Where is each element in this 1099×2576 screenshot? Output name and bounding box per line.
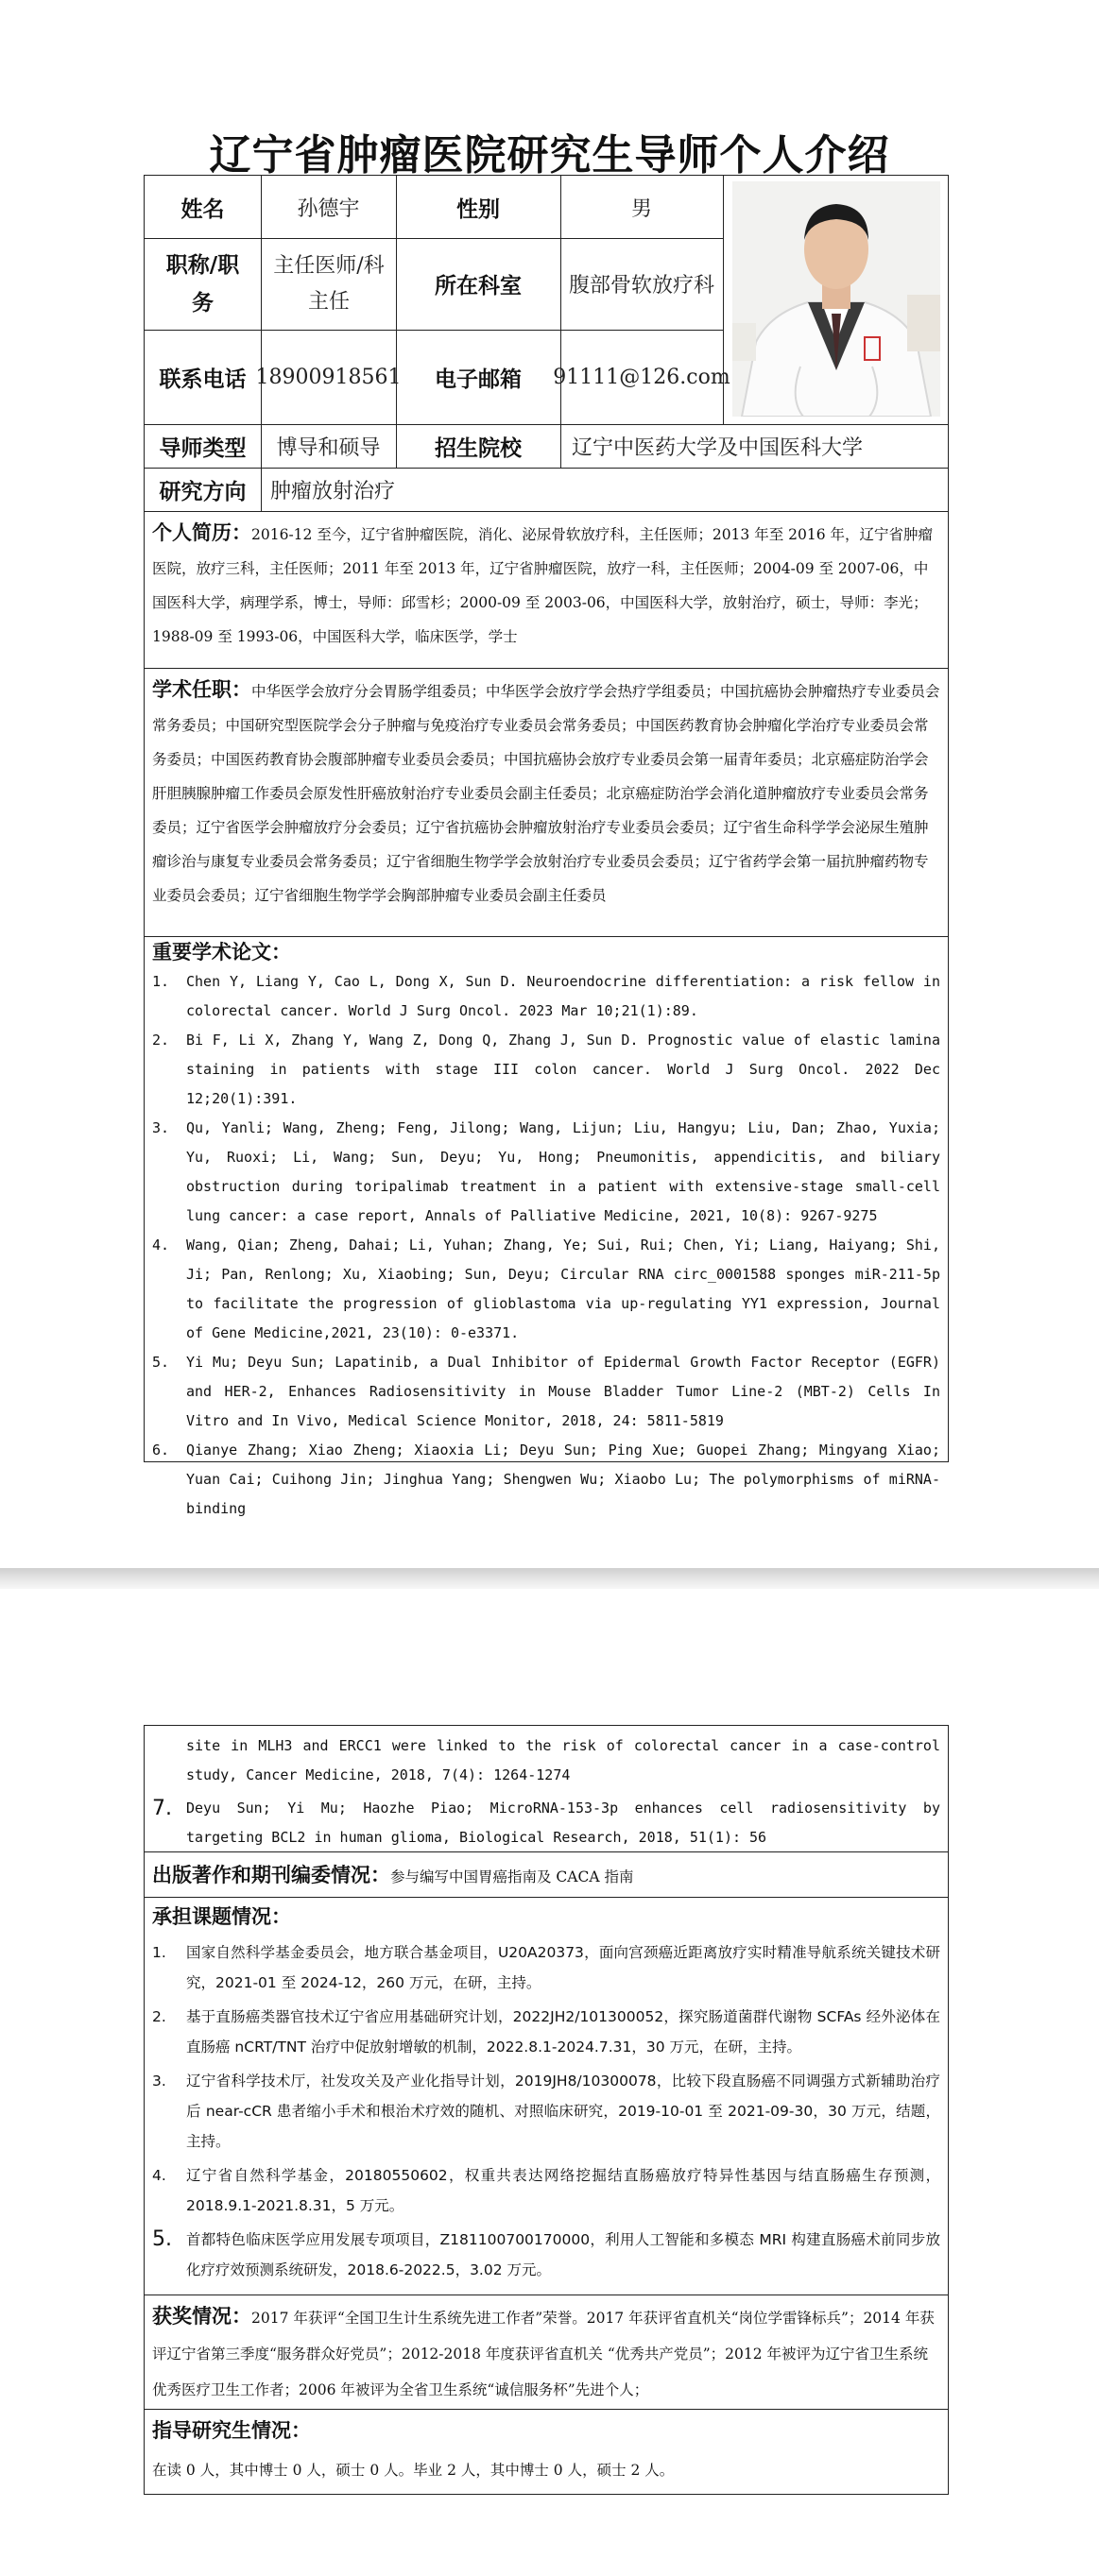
paper-text: Bi F, Li X, Zhang Y, Wang Z, Dong Q, Zhang J, Sun D. Prognostic value of elastic lamina staining in patients with stage III colon cancer. World J Surg Oncol. 2022 Dec 12;20(1):391. <box>186 1032 940 1107</box>
projects-heading: 承担课题情况： <box>152 1905 291 1928</box>
phone-label: 联系电话 <box>159 367 247 392</box>
posts-text: 中华医学会放疗分会胃肠学组委员；中华医学会放疗学会热疗学组委员；中国抗癌协会肿瘤热疗专业委员会常务委员；中国研究型医院学会分子肿瘤与免疫治疗专业委员会常务委员；中国医药教育协会肿瘤化学治疗专业委员会常务委员；中国医药教育协会腹部肿瘤专业委员会委员；中国抗癌协会放疗专业委员会第一届青年委员；北京癌症防治学会 肝胆胰腺肿瘤工作委员会原发性肝癌放射治疗专业委员会副主任委员；北京癌症防治学会消化道肿瘤放疗专业委员会常务委员；辽宁省医学会肿瘤放疗分会委员；辽宁省抗癌协会肿瘤放射治疗专业委员会委员；辽宁省生命科学学会泌尿生殖肿瘤诊治与康复专业委员会常务委员；辽宁省细胞生物学学会放射治疗专业委员会委员；辽宁省药学会第一届抗肿瘤药物专业委员会委员；辽宁省细胞生物学学会胸部肿瘤专业委员会副主任委员 <box>152 683 940 904</box>
research-label: 研究方向 <box>159 479 247 504</box>
list-item: 7. Deyu Sun; Yi Mu; Haozhe Piao; MicroRNA-153-3p enhances cell radiosensitivity by targeting BCL2 in human glioma, Biological Research, 2018, 51(1): 56 <box>152 1794 940 1852</box>
papers-heading-row <box>152 937 940 969</box>
posts-heading: 学术任职： <box>152 678 251 701</box>
position-value: 主任医师/科主任 <box>273 253 385 314</box>
awards-section <box>152 2298 940 2408</box>
bio-text: 2016-12 至今，辽宁省肿瘤医院，消化、泌尿骨软放疗科，主任医师；2013 年至 2016 年，辽宁省肿瘤医院，放疗三科，主任医师；2011 年至 2013 年，辽宁省肿瘤医院，放疗一科，主任医师；2004-09 至 2007-06，中国医科大学，病理学系，博士，导师：邱雪杉；2000-09 至 2003-06，中国医科大学，放射治疗，硕士，导师：李光；1988-09 至 1993-06，中国医科大学，临床医学，学士 <box>152 526 934 645</box>
bio-section <box>152 516 940 654</box>
position-label: 职称/职务 <box>165 252 240 316</box>
dept-value: 腹部骨软放疗科 <box>568 274 714 298</box>
gender-value: 男 <box>630 196 652 221</box>
project-text: 基于直肠癌类器官技术辽宁省应用基础研究计划，2022JH2/101300052，探究肠道菌群代谢物 SCFAs 经外泌体在直肠癌 nCRT/TNT 治疗中促放射增敏的机制，2022.8.1-2024.7.31，30 万元，在研，主持。 <box>186 2008 940 2056</box>
gender-label: 性别 <box>456 196 500 222</box>
info-table <box>144 175 949 1517</box>
page-gap <box>0 1568 1099 1589</box>
phone-value: 18900918561 <box>255 365 402 389</box>
list-item: 1. 国家自然科学基金委员会，地方联合基金项目，U20A20373，面向宫颈癌近距离放疗实时精准导航系统关键技术研究，2021-01 至 2024-12，260 万元，在研，主持。 <box>152 1937 940 1998</box>
list-item: 1. Chen Y, Liang Y, Cao L, Dong X, Sun D. Neuroendocrine differentiation: a risk fellow in colorectal cancer. World J Surg Oncol. 2023 Mar 10;21(1):89. <box>152 967 940 1026</box>
info-table-continued <box>144 1725 949 2495</box>
dept-label: 所在科室 <box>435 274 522 299</box>
awards-heading: 获奖情况： <box>152 2305 251 2328</box>
students-heading: 指导研究生情况： <box>152 2419 311 2442</box>
list-item: 5. Yi Mu; Deyu Sun; Lapatinib, a Dual Inhibitor of Epidermal Growth Factor Receptor (EGFR) and HER-2, Enhances Radiosensitivity in Mouse Bladder Tumor Line-2 (MBT-2) Cells In Vitro and In Vivo, Medical Science Monitor, 2018, 24: 5811-5819 <box>152 1348 940 1436</box>
tutor-type-value: 博导和硕导 <box>276 435 381 460</box>
publish-heading: 出版著作和期刊编委情况： <box>152 1864 390 1886</box>
project-text: 首都特色临床医学应用发展专项项目，Z181100700170000，利用人工智能和多模态 MRI 构建直肠癌术前同步放化疗疗效预测系统研发，2018.6-2022.5，3.02 万元。 <box>186 2231 940 2278</box>
paper-text: Qianye Zhang; Xiao Zheng; Xiaoxia Li; Deyu Sun; Ping Xue; Guopei Zhang; Mingyang Xiao; Yuan Cai; Cuihong Jin; Jinghua Yang; Shengwen Wu; Xiaobo Lu; The polymorphisms of miRNA-binding <box>186 1442 940 1517</box>
list-item: 5. 首都特色临床医学应用发展专项项目，Z181100700170000，利用人工智能和多模态 MRI 构建直肠癌术前同步放化疗疗效预测系统研发，2018.6-2022.5，3.02 万元。 <box>152 2225 940 2285</box>
school-value: 辽宁中医药大学及中国医科大学 <box>572 435 864 460</box>
students-section <box>152 2412 940 2489</box>
students-text: 在读 0 人，其中博士 0 人，硕士 0 人。毕业 2 人，其中博士 0 人，硕士 2 人。 <box>152 2462 675 2479</box>
page-title: 辽宁省肿瘤医院研究生导师个人介绍 <box>209 131 890 179</box>
list-item: 3. 辽宁省科学技术厅，社发攻关及产业化指导计划，2019JH8/10300078，比较下段直肠癌不同调强方式新辅助治疗后 near-cCR 患者缩小手术和根治术疗效的随机、对照临床研究，2019-10-01 至 2021-09-30，30 万元，结题，主持。 <box>152 2066 940 2157</box>
paper-text: Chen Y, Liang Y, Cao L, Dong X, Sun D. Neuroendocrine differentiation: a risk fellow in colorectal cancer. World J Surg Oncol. 2023 Mar 10;21(1):89. <box>186 973 940 1019</box>
list-item <box>152 1732 940 1790</box>
publish-section <box>152 1854 940 1898</box>
papers-list <box>152 967 940 1524</box>
posts-section <box>152 673 940 913</box>
project-text: 辽宁省科学技术厅，社发攻关及产业化指导计划，2019JH8/10300078，比较下段直肠癌不同调强方式新辅助治疗后 near-cCR 患者缩小手术和根治术疗效的随机、对照临床研究，2019-10-01 至 2021-09-30，30 万元，结题，主持。 <box>186 2073 940 2150</box>
papers-list-continued <box>152 1732 940 1852</box>
portrait-photo <box>732 181 940 417</box>
awards-text: 2017 年获评“全国卫生计生系统先进工作者”荣誉。2017 年获评省直机关“岗位学雷锋标兵”；2014 年获评辽宁省第三季度“服务群众好党员”；2012-2018 年度获评省直机关 “优秀共产党员”；2012 年被评为辽宁省卫生系统优秀医疗卫生工作者；2006 年被评为全省卫生系统“诚信服务杯”先进个人； <box>152 2310 935 2398</box>
name-label: 姓名 <box>180 196 225 222</box>
paper-text: Qu, Yanli; Wang, Zheng; Feng, Jilong; Wang, Lijun; Liu, Hangyu; Liu, Dan; Zhao, Yuxia; Yu, Ruoxi; Li, Wang; Sun, Deyu; Yu, Hong; Pneumonitis, appendicitis, and biliary obstruction during toripalimab treatment in a patient with extensive-stage small-cell lung cancer: a case report, Annals of Palliative Medicine, 2021, 10(8): 9267-9275 <box>186 1119 940 1224</box>
publish-text: 参与编写中国胃癌指南及 CACA 指南 <box>390 1868 634 1885</box>
project-text: 国家自然科学基金委员会，地方联合基金项目，U20A20373，面向宫颈癌近距离放疗实时精准导航系统关键技术研究，2021-01 至 2024-12，260 万元，在研，主持。 <box>186 1944 940 1991</box>
portrait-photo-doctor-icon <box>732 181 940 417</box>
paper-text: Deyu Sun; Yi Mu; Haozhe Piao; MicroRNA-153-3p enhances cell radiosensitivity by targeting BCL2 in human glioma, Biological Research, 2018, 51(1): 56 <box>186 1800 940 1846</box>
list-item: 4. Wang, Qian; Zheng, Dahai; Li, Yuhan; Zhang, Ye; Sui, Rui; Chen, Yi; Liang, Haiyang; Shi, Ji; Pan, Renlong; Xu, Xiaobing; Sun, Deyu; Circular RNA circ_0001588 sponges miR-211-5p to facilitate the progression of glioblastoma via up-regulating YY1 expression, Journal of Gene Medicine,2021, 23(10): 0-e3371. <box>152 1231 940 1348</box>
email-label: 电子邮箱 <box>435 367 522 392</box>
tutor-type-label: 导师类型 <box>159 435 247 461</box>
list-item: 2. Bi F, Li X, Zhang Y, Wang Z, Dong Q, Zhang J, Sun D. Prognostic value of elastic lamina staining in patients with stage III colon cancer. World J Surg Oncol. 2022 Dec 12;20(1):391. <box>152 1026 940 1114</box>
paper-text: site in MLH3 and ERCC1 were linked to the risk of colorectal cancer in a case-control study, Cancer Medicine, 2018, 7(4): 1264-1274 <box>186 1737 940 1783</box>
research-value: 肿瘤放射治疗 <box>270 479 396 503</box>
list-item: 3. Qu, Yanli; Wang, Zheng; Feng, Jilong; Wang, Lijun; Liu, Hangyu; Liu, Dan; Zhao, Yuxia; Yu, Ruoxi; Li, Wang; Sun, Deyu; Yu, Hong; Pneumonitis, appendicitis, and biliary obstruction during toripalimab treatment in a patient with extensive-stage small-cell lung cancer: a case report, Annals of Palliative Medicine, 2021, 10(8): 9267-9275 <box>152 1114 940 1231</box>
list-item: 2. 基于直肠癌类器官技术辽宁省应用基础研究计划，2022JH2/101300052，探究肠道菌群代谢物 SCFAs 经外泌体在直肠癌 nCRT/TNT 治疗中促放射增敏的机制，2022.8.1-2024.7.31，30 万元，在研，主持。 <box>152 2002 940 2062</box>
projects-list <box>152 1937 940 2285</box>
projects-heading-row <box>152 1900 940 1936</box>
paper-text: Wang, Qian; Zheng, Dahai; Li, Yuhan; Zhang, Ye; Sui, Rui; Chen, Yi; Liang, Haiyang; Shi, Ji; Pan, Renlong; Xu, Xiaobing; Sun, Deyu; Circular RNA circ_0001588 sponges miR-211-5p to facilitate the progression of glioblastoma via up-regulating YY1 expression, Journal of Gene Medicine,2021, 23(10): 0-e3371. <box>186 1237 940 1341</box>
papers-heading: 重要学术论文： <box>152 941 291 964</box>
bio-heading: 个人简历： <box>152 521 251 544</box>
list-item: 4. 辽宁省自然科学基金，20180550602，权重共表达网络挖掘结直肠癌放疗特异性基因与结直肠癌生存预测，2018.9.1-2021.8.31，5 万元。 <box>152 2160 940 2221</box>
school-label: 招生院校 <box>435 435 522 461</box>
list-item: 6. Qianye Zhang; Xiao Zheng; Xiaoxia Li; Deyu Sun; Ping Xue; Guopei Zhang; Mingyang Xiao; Yuan Cai; Cuihong Jin; Jinghua Yang; Shengwen Wu; Xiaobo Lu; The polymorphisms of miRNA-binding <box>152 1436 940 1524</box>
paper-text: Yi Mu; Deyu Sun; Lapatinib, a Dual Inhibitor of Epidermal Growth Factor Receptor (EGFR) and HER-2, Enhances Radiosensitivity in Mouse Bladder Tumor Line-2 (MBT-2) Cells In Vitro and In Vivo, Medical Science Monitor, 2018, 24: 5811-5819 <box>186 1354 940 1429</box>
project-text: 辽宁省自然科学基金，20180550602，权重共表达网络挖掘结直肠癌放疗特异性基因与结直肠癌生存预测，2018.9.1-2021.8.31，5 万元。 <box>186 2167 940 2214</box>
email-value: 91111@126.com <box>553 365 730 389</box>
name-value: 孙德宇 <box>297 196 360 221</box>
